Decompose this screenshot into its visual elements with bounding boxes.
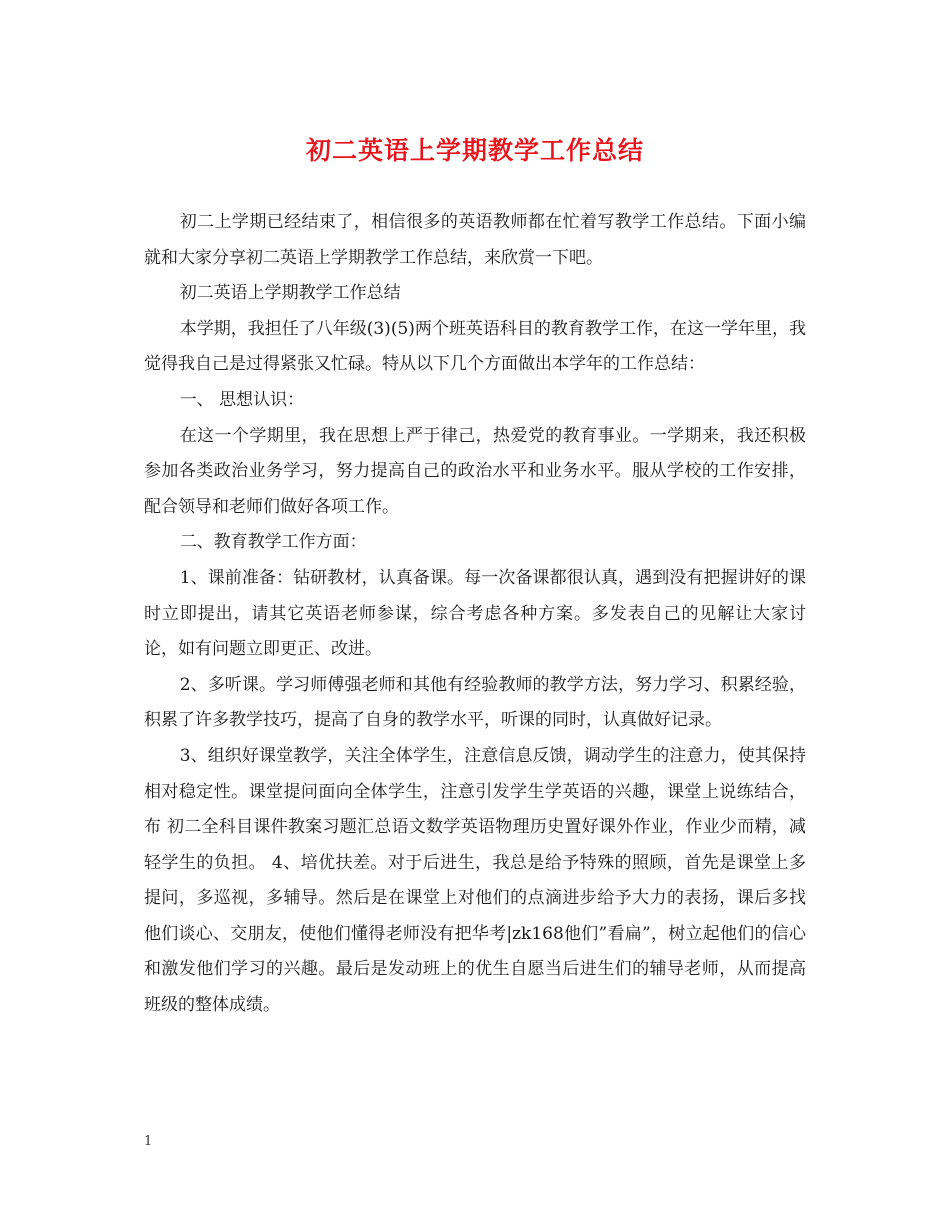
- paragraph-overview: 本学期，我担任了八年级(3)(5)两个班英语科目的教育教学工作，在这一学年里，我觉得我自己是过得紧张又忙碌。特从以下几个方面做出本学年的工作总结：: [144, 318, 806, 375]
- paragraph-intro: 初二上学期已经结束了，相信很多的英语教师都在忙着写教学工作总结。下面小编就和大家分享初二英语上学期教学工作总结，来欣赏一下吧。: [144, 212, 806, 268]
- paragraph-thought: 在这一个学期里，我在思想上严于律己，热爱党的教育事业。一学期来，我还积极参加各类政治业务学习，努力提高自己的政治水平和业务水平。服从学校的工作安排，配合领导和老师们做好各项工作。: [144, 425, 806, 517]
- document-title: 初二英语上学期教学工作总结: [305, 136, 644, 165]
- paragraph-subtitle: 初二英语上学期教学工作总结: [179, 283, 401, 304]
- document-body: [144, 205, 806, 1024]
- paragraph-observation: 2、多听课。学习师傅强老师和其他有经验教师的教学方法，努力学习、积累经验，积累了许多教学技巧，提高了自身的教学水平，听课的同时，认真做好记录。: [144, 674, 806, 731]
- section-heading-thought: 一、 思想认识：: [179, 389, 305, 410]
- section-heading-teaching: 二、教育教学工作方面：: [179, 532, 367, 553]
- page-number: 1: [144, 1134, 153, 1149]
- paragraph-classroom: 3、组织好课堂教学，关注全体学生，注意信息反馈，调动学生的注意力，使其保持相对稳定性。课堂提问面向全体学生，注意引发学生学英语的兴趣，课堂上说练结合，布 初二全科目课件教案习题汇总语文数学英语物理历史置好课外作业，作业少而精，减轻学生的负担。 4、培优扶差。对于后进生，我总是给予特殊的照顾，首先是课堂上多提问，多巡视，多辅导。然后是在课堂上对他们的点滴进步给予大力的表扬，课后多找他们谈心、交朋友，使他们懂得老师没有把华考|zk168他们”看扁”，树立起他们的信心和激发他们学习的兴趣。最后是发动班上的优生自愿当后进生们的辅导老师，从而提高班级的整体成绩。: [144, 745, 806, 1016]
- paragraph-preparation: 1、课前准备：钻研教材，认真备课。每一次备课都很认真，遇到没有把握讲好的课时立即提出，请其它英语老师参谋，综合考虑各种方案。多发表自己的见解让大家讨论，如有问题立即更正、改进。: [144, 567, 806, 660]
